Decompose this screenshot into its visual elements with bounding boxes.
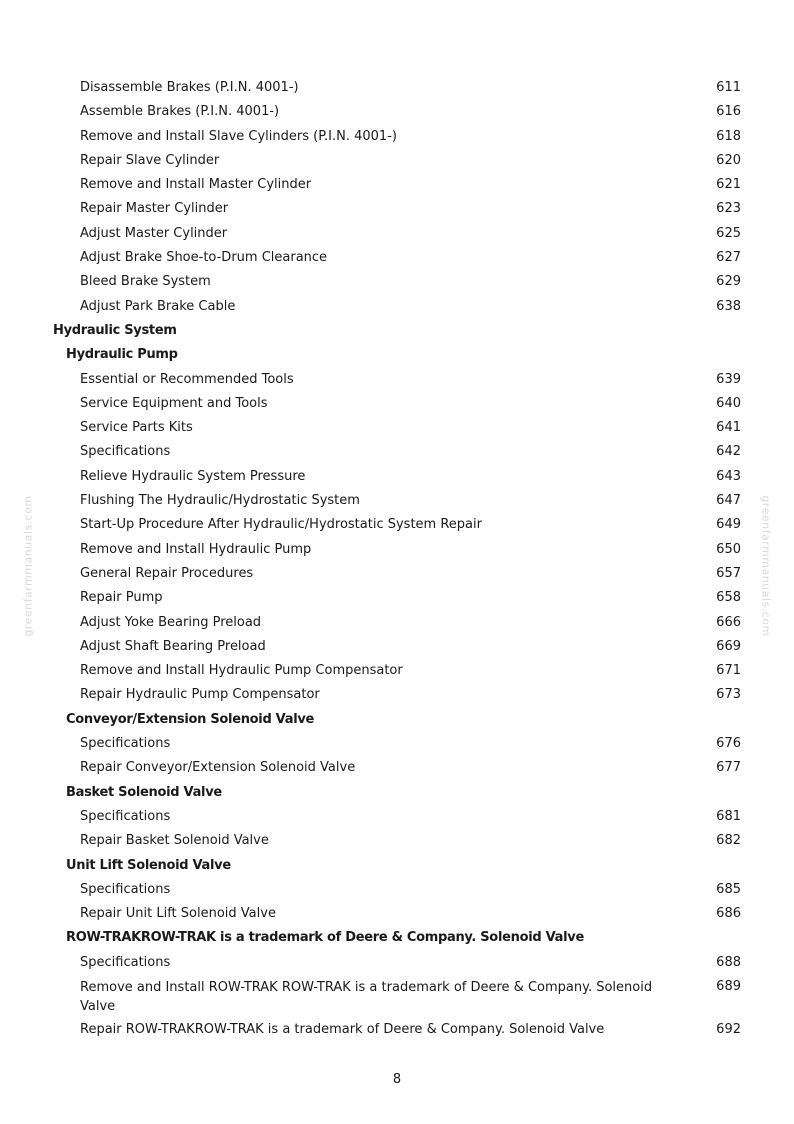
toc-entry-title: Remove and Install Master Cylinder (80, 177, 312, 193)
toc-entry[interactable] (0, 246, 794, 270)
toc-entry[interactable] (0, 562, 794, 586)
toc-entry[interactable] (0, 683, 794, 707)
toc-entry[interactable] (0, 902, 794, 926)
toc-entry-page: 618 (716, 128, 741, 144)
toc-entry[interactable] (0, 659, 794, 683)
toc-entry-page: 639 (716, 371, 741, 387)
toc-entry-title: Flushing The Hydraulic/Hydrostatic System (80, 493, 360, 509)
toc-entry-title: Repair Unit Lift Solenoid Valve (80, 906, 276, 922)
toc-entry[interactable] (0, 513, 794, 537)
toc-entry-page: 658 (716, 590, 741, 606)
toc-entry-title: Hydraulic System (53, 322, 177, 338)
toc-entry[interactable] (0, 805, 794, 829)
toc-entry-title: Disassemble Brakes (P.I.N. 4001-) (80, 80, 299, 95)
page-number: 8 (392, 1072, 402, 1087)
toc-entry-page: 627 (716, 250, 741, 266)
toc-entry[interactable] (0, 538, 794, 562)
toc-entry-page: 671 (716, 663, 741, 679)
toc-entry-title: Remove and Install Hydraulic Pump (80, 541, 312, 557)
toc-entry[interactable] (0, 125, 794, 149)
toc-entry-page: 650 (716, 541, 741, 557)
toc-entry[interactable] (0, 295, 794, 319)
toc-entry-page: 640 (716, 395, 741, 411)
toc-entry-page: 620 (716, 152, 741, 168)
toc-entry[interactable] (0, 465, 794, 489)
toc-entry[interactable] (0, 975, 794, 1018)
table-of-contents (0, 76, 794, 1042)
toc-entry[interactable] (0, 586, 794, 610)
toc-entry-page: 643 (716, 468, 741, 484)
toc-entry-page: 685 (716, 881, 741, 897)
toc-entry-title: Remove and Install Slave Cylinders (P.I.N. 4001-) (80, 128, 397, 144)
toc-entry-title: Service Equipment and Tools (80, 395, 268, 411)
toc-entry-page: 638 (716, 298, 741, 314)
toc-entry-title: Specifications (80, 881, 171, 897)
toc-subsection-heading[interactable] (0, 708, 794, 732)
toc-entry-title: Service Parts Kits (80, 420, 193, 436)
toc-entry-page: 686 (716, 906, 741, 922)
toc-subsection-heading[interactable] (0, 781, 794, 805)
toc-entry-page: 681 (716, 808, 741, 824)
toc-entry-title: Repair Slave Cylinder (80, 152, 220, 168)
toc-entry[interactable] (0, 756, 794, 780)
toc-subsection-heading[interactable] (0, 854, 794, 878)
toc-entry-title: Specifications (80, 736, 171, 752)
toc-entry[interactable] (0, 76, 794, 100)
toc-entry[interactable] (0, 416, 794, 440)
toc-entry-page: 669 (716, 638, 741, 654)
toc-entry-title: Repair Hydraulic Pump Compensator (80, 687, 320, 703)
toc-entry-title: Specifications (80, 444, 171, 460)
toc-entry-title: Hydraulic Pump (66, 347, 178, 363)
toc-entry-title: Specifications (80, 954, 171, 970)
toc-subsection-heading[interactable] (0, 343, 794, 367)
toc-entry-title: Adjust Master Cylinder (80, 225, 228, 241)
toc-entry-title: Start-Up Procedure After Hydraulic/Hydrostatic System Repair (80, 517, 482, 533)
toc-entry-page: 676 (716, 736, 741, 752)
toc-entry-page: 649 (716, 517, 741, 533)
toc-entry-page: 623 (716, 201, 741, 217)
toc-entry-title: Basket Solenoid Valve (66, 784, 222, 800)
toc-entry-page: 625 (716, 225, 741, 241)
toc-entry[interactable] (0, 270, 794, 294)
toc-entry-title: Specifications (80, 808, 171, 824)
toc-entry[interactable] (0, 222, 794, 246)
toc-entry[interactable] (0, 611, 794, 635)
toc-entry[interactable] (0, 878, 794, 902)
toc-entry-title: Assemble Brakes (P.I.N. 4001-) (80, 104, 280, 120)
toc-entry-title: Conveyor/Extension Solenoid Valve (66, 711, 315, 727)
toc-entry[interactable] (0, 1018, 794, 1042)
toc-entry-page: 689 (716, 978, 741, 994)
toc-entry[interactable] (0, 392, 794, 416)
toc-entry-title: Adjust Park Brake Cable (80, 298, 236, 314)
toc-entry-title: General Repair Procedures (80, 565, 254, 581)
toc-entry-title: Bleed Brake System (80, 274, 211, 290)
toc-entry-page: 688 (716, 954, 741, 970)
toc-entry-title: Remove and Install ROW-TRAK ROW-TRAK is a trademark of Deere & Company. Solenoid Valve (80, 979, 653, 1014)
toc-entry[interactable] (0, 100, 794, 124)
toc-entry-page: 657 (716, 565, 741, 581)
toc-entry-title: Adjust Shaft Bearing Preload (80, 638, 266, 654)
toc-entry-title: ROW-TRAKROW-TRAK is a trademark of Deere & Company. Solenoid Valve (66, 930, 584, 946)
watermark-right: greenfarmmanuals.com (759, 495, 773, 637)
toc-entry-page: 647 (716, 493, 741, 509)
toc-entry-title: Relieve Hydraulic System Pressure (80, 468, 306, 484)
toc-entry-title: Adjust Yoke Bearing Preload (80, 614, 262, 630)
toc-entry-title: Unit Lift Solenoid Valve (66, 857, 231, 873)
toc-entry-title: Repair Conveyor/Extension Solenoid Valve (80, 760, 356, 776)
toc-entry[interactable] (0, 173, 794, 197)
toc-entry[interactable] (0, 635, 794, 659)
toc-entry[interactable] (0, 489, 794, 513)
toc-entry[interactable] (0, 732, 794, 756)
toc-entry[interactable] (0, 197, 794, 221)
watermark-left: greenfarmmanuals.com (21, 495, 35, 637)
toc-entry-page: 629 (716, 274, 741, 290)
toc-entry[interactable] (0, 440, 794, 464)
toc-entry-page: 642 (716, 444, 741, 460)
toc-entry-page: 673 (716, 687, 741, 703)
toc-entry-title: Repair ROW-TRAKROW-TRAK is a trademark of Deere & Company. Solenoid Valve (80, 1021, 605, 1037)
toc-entry-page: 677 (716, 760, 741, 776)
toc-entry-page: 621 (716, 177, 741, 193)
toc-entry-page: 682 (716, 833, 741, 849)
toc-entry[interactable] (0, 368, 794, 392)
toc-entry-title: Adjust Brake Shoe-to-Drum Clearance (80, 250, 328, 266)
toc-entry-page: 692 (716, 1021, 741, 1037)
toc-entry-page: 666 (716, 614, 741, 630)
toc-entry-page: 616 (716, 104, 741, 120)
toc-entry-title: Essential or Recommended Tools (80, 371, 294, 387)
toc-entry-title: Repair Pump (80, 590, 163, 606)
toc-subsection-heading[interactable] (0, 926, 794, 950)
toc-entry[interactable] (0, 951, 794, 975)
toc-section-heading[interactable] (0, 319, 794, 343)
toc-entry[interactable] (0, 829, 794, 853)
toc-entry-page: 641 (716, 420, 741, 436)
toc-entry[interactable] (0, 149, 794, 173)
toc-entry-page: 611 (716, 80, 741, 95)
toc-entry-title: Remove and Install Hydraulic Pump Compensator (80, 663, 403, 679)
toc-entry-title: Repair Basket Solenoid Valve (80, 833, 269, 849)
toc-entry-title: Repair Master Cylinder (80, 201, 229, 217)
